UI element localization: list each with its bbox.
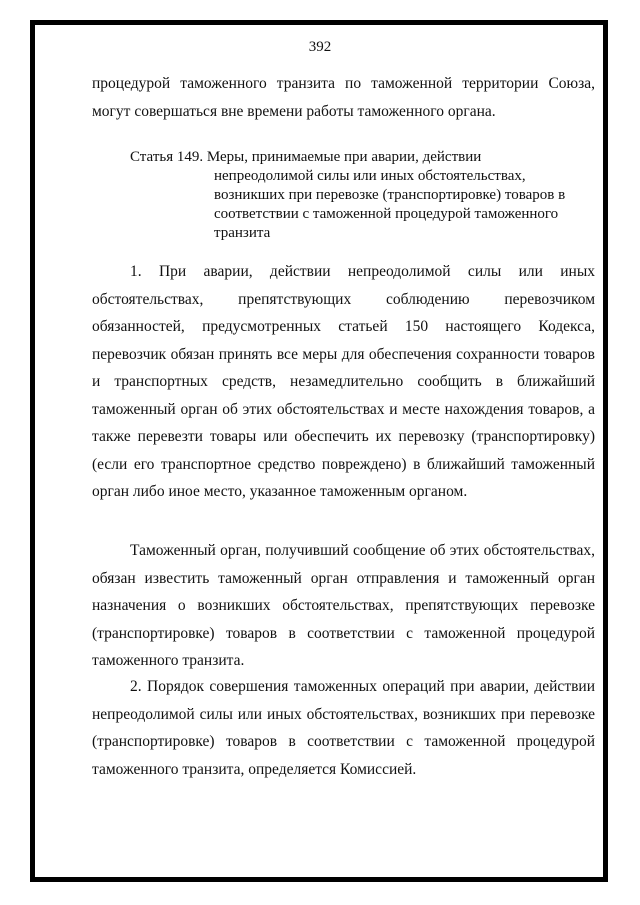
paragraph-2 bbox=[92, 537, 595, 675]
lead-paragraph-text: процедурой таможенного транзита по таможенной территории Союза, могут совершаться вне времени работы таможенного органа. bbox=[92, 75, 595, 120]
paragraph-3 bbox=[92, 673, 595, 783]
paragraph-2-text: Таможенный орган, получивший сообщение об этих обстоятельствах, обязан известить таможенный орган отправления и таможенный орган назначения о возникших обстоятельствах, препятствующих перевозке (транспортировке) товаров в соответствии с таможенной процедурой таможенного транзита. bbox=[92, 542, 595, 669]
paragraph-1 bbox=[92, 258, 595, 506]
article-heading-continuation: непреодолимой силы или иных обстоятельствах, возникших при перевозке (транспортировке) товаров в соответствии с таможенной процедурой таможенного транзита bbox=[214, 168, 566, 241]
lead-paragraph bbox=[92, 70, 595, 125]
paragraph-1-text: 1. При аварии, действии непреодолимой силы или иных обстоятельствах, препятствующих соблюдению перевозчиком обязанностей, предусмотренных статьей 150 настоящего Кодекса, перевозчик обязан принять все меры для обеспечения сохранности товаров и транспортных средств, незамедлительно сообщить в ближайший таможенный орган об этих обстоятельствах и месте нахождения товаров, а также перевезти товары или обеспечить их перевозку (транспортировку) (если его транспортное средство повреждено) в ближайший таможенный орган либо иное место, указанное таможенным органом. bbox=[92, 263, 595, 500]
article-heading-title: Статья 149. Меры, принимаемые при аварии, действии bbox=[130, 149, 482, 165]
page-number: 392 bbox=[308, 39, 332, 55]
article-heading bbox=[130, 148, 570, 243]
paragraph-3-text: 2. Порядок совершения таможенных операций при аварии, действии непреодолимой силы или иных обстоятельствах, возникших при перевозке (транспортировке) товаров в соответствии с таможенной процедурой таможенного транзита, определяется Комиссией. bbox=[92, 678, 595, 778]
